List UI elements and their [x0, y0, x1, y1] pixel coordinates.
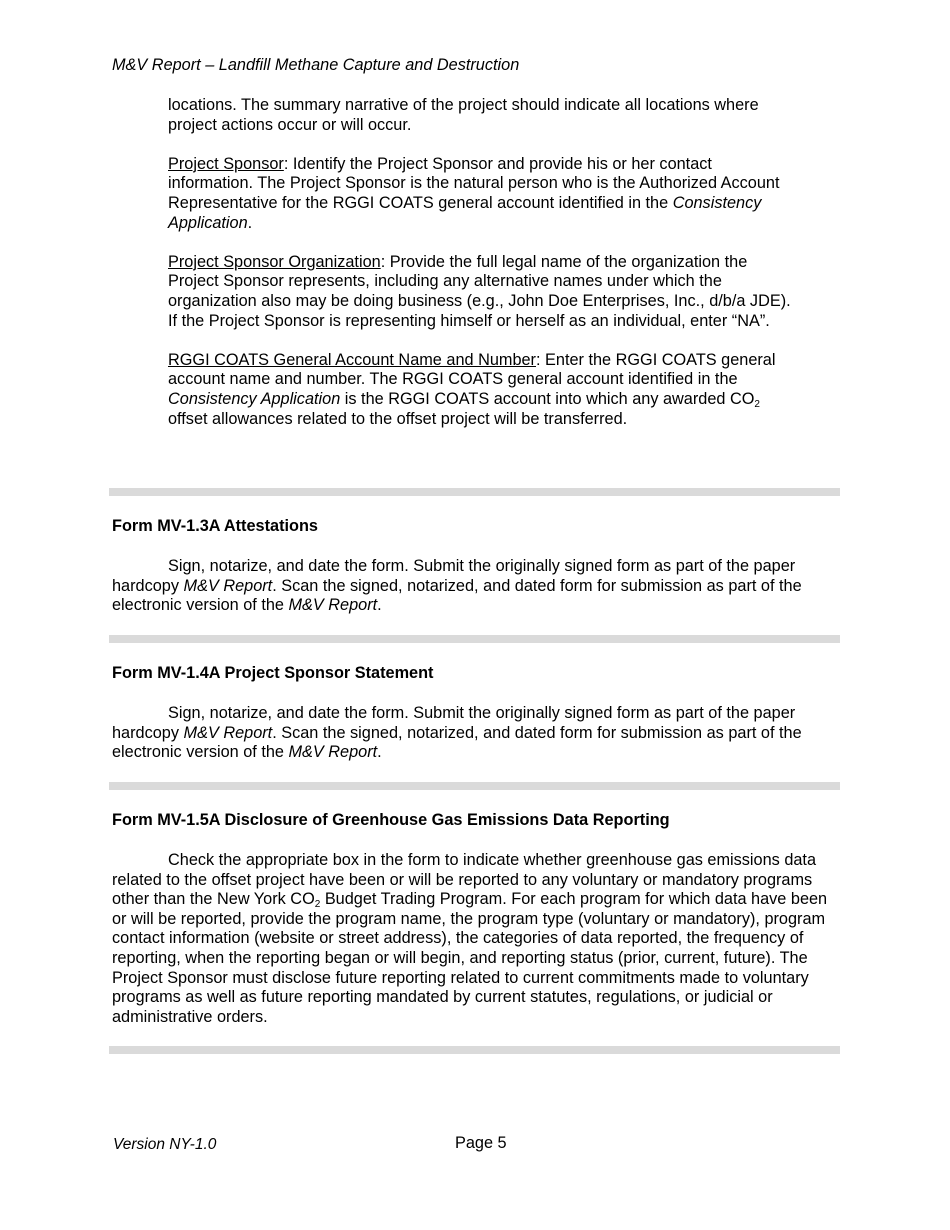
section-body-mv15a: [112, 851, 842, 1027]
project-sponsor-paragraph: [168, 155, 798, 233]
coats-account-term: RGGI COATS General Account Name and Number: [168, 350, 536, 369]
project-sponsor-text: : Identify the Project Sponsor and provide his or her contact information. The Project Sponsor is the natural person who is the Authorized Account Representative for the RGGI COATS general account identified in the: [168, 154, 780, 212]
consistency-application-ref: Consistency Application: [168, 389, 341, 408]
period: .: [247, 213, 253, 232]
coats-account-text: : Enter the RGGI COATS general account name and number. The RGGI COATS general account identified in the: [168, 350, 776, 389]
body-text: . Scan the signed, notarized, and dated form for submission as part of the electronic version of the: [112, 723, 802, 762]
running-header: M&V Report – Landfill Methane Capture and Destruction: [112, 56, 520, 74]
co2-subscript: 2: [754, 398, 760, 410]
intro-block: [168, 96, 798, 429]
section-divider: [109, 782, 840, 790]
coats-account-paragraph: [168, 351, 798, 429]
section-title-mv15a: Form MV-1.5A Disclosure of Greenhouse Gas Emissions Data Reporting: [112, 811, 670, 829]
mv-report-ref: M&V Report: [288, 743, 378, 762]
period: .: [377, 743, 382, 762]
attestations-paragraph: [112, 557, 842, 616]
sponsor-organization-text: : Provide the full legal name of the organization the Project Sponsor represents, including any alternative names under which the organization also may be doing business (e.g., John Doe Enterprises, Inc., d/b/a JDE). If the Project Sponsor is representing himself or herself as an individual, enter “NA”.: [168, 252, 791, 330]
project-sponsor-term: Project Sponsor: [168, 154, 284, 173]
section-divider: [109, 488, 840, 496]
body-text: Budget Trading Program. For each program for which data have been or will be reported, provide the program name, the program type (voluntary or mandatory), program contact information (website or street address), the categories of data reported, the frequency of reporting, when the reporting began or will begin, and reporting status (prior, current, future). The Project Sponsor must disclose future reporting related to current commitments made to voluntary programs as well as future reporting mandated by current statutes, regulations, or judicial or administrative orders.: [112, 890, 828, 1026]
section-title-mv14a: Form MV-1.4A Project Sponsor Statement: [112, 664, 434, 682]
period: .: [377, 596, 382, 615]
section-body-mv14a: [112, 704, 842, 763]
co2-subscript: 2: [314, 899, 321, 911]
section-divider: [109, 1046, 840, 1054]
body-text: Check the appropriate box in the form to indicate whether greenhouse gas emissions data related to the offset project have been or will be reported to any voluntary or mandatory programs other than the New York CO: [112, 851, 817, 909]
coats-account-text: offset allowances related to the offset project will be transferred.: [168, 409, 628, 428]
sponsor-statement-paragraph: [112, 704, 842, 763]
sponsor-organization-term: Project Sponsor Organization: [168, 252, 381, 271]
mv-report-ref: M&V Report: [288, 596, 378, 615]
body-text: Sign, notarize, and date the form. Submit the originally signed form as part of the paper hardcopy: [112, 704, 796, 742]
coats-account-text: is the RGGI COATS account into which any awarded CO: [340, 389, 755, 408]
sponsor-organization-paragraph: [168, 253, 798, 331]
disclosure-paragraph: [112, 851, 842, 1027]
footer-version: Version NY-1.0: [113, 1136, 217, 1153]
section-title-mv13a: Form MV-1.3A Attestations: [112, 517, 318, 535]
page-number: Page 5: [455, 1134, 507, 1152]
mv-report-ref: M&V Report: [183, 723, 273, 742]
section-divider: [109, 635, 840, 643]
body-text: Sign, notarize, and date the form. Submit the originally signed form as part of the paper hardcopy: [112, 557, 796, 595]
section-body-mv13a: [112, 557, 842, 616]
locations-paragraph: locations. The summary narrative of the project should indicate all locations where project actions occur or will occur.: [168, 96, 759, 134]
body-text: . Scan the signed, notarized, and dated form for submission as part of the electronic version of the: [112, 576, 802, 615]
consistency-application-ref: Consistency Application: [168, 193, 762, 232]
mv-report-ref: M&V Report: [183, 576, 273, 595]
